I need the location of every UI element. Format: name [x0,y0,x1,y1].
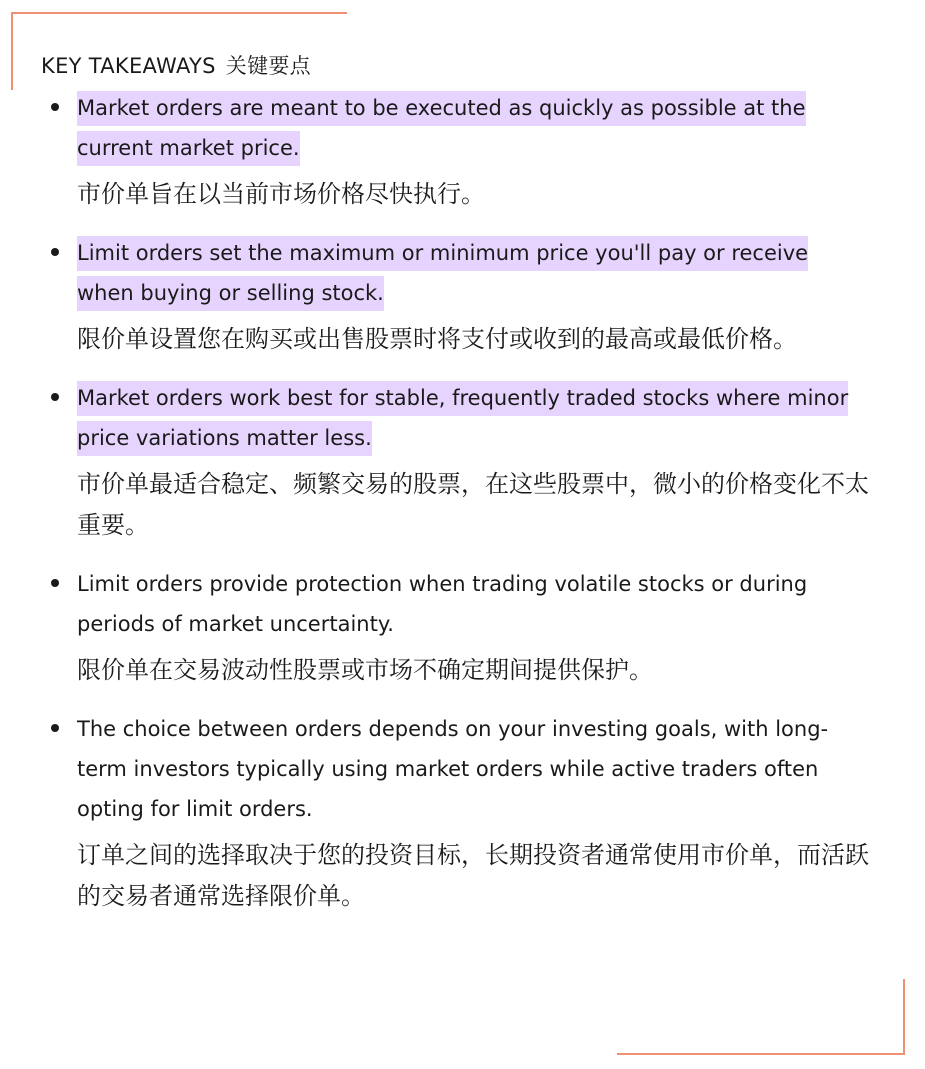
corner-frame-bottom-right-horizontal [617,1053,905,1055]
item-english-text: Limit orders set the maximum or minimum price you'll pay or receive when buying or selling stock. [77,236,808,311]
bullet-icon [51,103,59,111]
item-english-text: Market orders work best for stable, frequently traded stocks where minor price variations matter less. [77,381,848,456]
item-chinese: 市价单旨在以当前市场价格尽快执行。 [77,180,485,208]
key-takeaways-heading [41,50,311,80]
item-english [77,564,871,644]
item-english-text: Limit orders provide protection when trading volatile stocks or during periods of market uncertainty. [77,572,808,636]
item-english-text: The choice between orders depends on your investing goals, with long-term investors typically using market orders while active traders often opting for limit orders. [77,717,829,821]
corner-frame-top-left-vertical [11,12,13,90]
list-item [41,233,871,360]
item-english [77,88,871,168]
corner-frame-top-left-horizontal [11,12,347,14]
list-item [41,378,871,546]
item-english [77,709,871,829]
bullet-icon [51,579,59,587]
item-english-text: Market orders are meant to be executed as quickly as possible at the current market price. [77,91,806,166]
item-english [77,378,871,458]
item-chinese: 市价单最适合稳定、频繁交易的股票，在这些股票中，微小的价格变化不太重要。 [77,470,869,539]
bullet-icon [51,724,59,732]
bullet-icon [51,248,59,256]
list-item [41,88,871,215]
heading-english: KEY TAKEAWAYS [41,54,216,78]
item-chinese: 订单之间的选择取决于您的投资目标，长期投资者通常使用市价单，而活跃的交易者通常选择限价单。 [77,841,869,910]
list-item [41,709,871,917]
item-chinese: 限价单设置您在购买或出售股票时将支付或收到的最高或最低价格。 [77,325,797,353]
item-english [77,233,871,313]
bullet-icon [51,393,59,401]
corner-frame-bottom-right-vertical [903,979,905,1055]
heading-chinese: 关键要点 [225,54,311,78]
takeaways-list [41,88,871,935]
item-chinese: 限价单在交易波动性股票或市场不确定期间提供保护。 [77,656,653,684]
list-item [41,564,871,691]
